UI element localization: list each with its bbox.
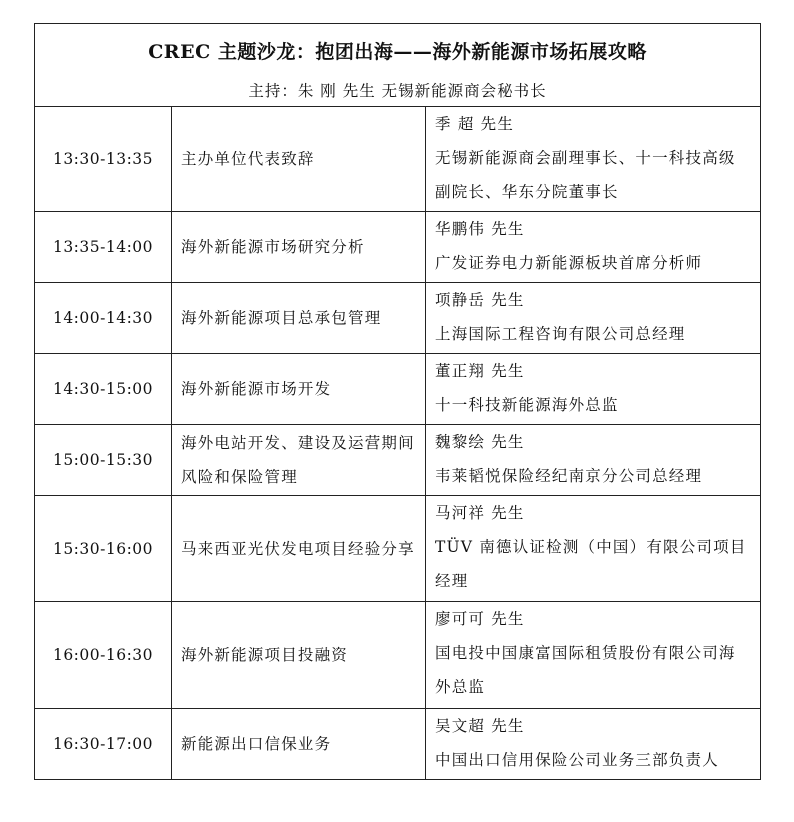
speaker-name: 华鹏伟 先生 <box>435 220 525 238</box>
time-cell: 14:30-15:00 <box>35 354 172 425</box>
speaker-name: 吴文超 先生 <box>435 717 525 735</box>
speaker-role: TÜV 南德认证检测（中国）有限公司项目经理 <box>435 538 747 590</box>
speaker-cell <box>426 354 761 425</box>
speaker-cell <box>426 425 761 496</box>
table-row <box>35 107 761 212</box>
table-row <box>35 602 761 709</box>
table-row <box>35 212 761 283</box>
table-row <box>35 496 761 602</box>
time-cell: 13:35-14:00 <box>35 212 172 283</box>
topic-cell: 马来西亚光伏发电项目经验分享 <box>172 496 426 602</box>
topic-cell: 海外新能源项目投融资 <box>172 602 426 709</box>
speaker-cell <box>426 602 761 709</box>
table-row <box>35 283 761 354</box>
topic-cell: 海外新能源市场开发 <box>172 354 426 425</box>
header-row <box>35 24 761 107</box>
time-cell: 15:00-15:30 <box>35 425 172 496</box>
speaker-name: 季 超 先生 <box>435 115 515 133</box>
time-cell: 14:00-14:30 <box>35 283 172 354</box>
agenda-table <box>34 23 761 780</box>
speaker-role: 韦莱韬悦保险经纪南京分公司总经理 <box>435 467 703 485</box>
speaker-role: 中国出口信用保险公司业务三部负责人 <box>435 751 719 769</box>
table-row <box>35 354 761 425</box>
speaker-name: 魏黎绘 先生 <box>435 433 525 451</box>
speaker-name: 董正翔 先生 <box>435 362 525 380</box>
speaker-role: 国电投中国康富国际租赁股份有限公司海外总监 <box>435 644 736 696</box>
topic-cell: 海外新能源项目总承包管理 <box>172 283 426 354</box>
speaker-role: 广发证券电力新能源板块首席分析师 <box>435 254 703 272</box>
speaker-cell <box>426 496 761 602</box>
speaker-role: 十一科技新能源海外总监 <box>435 396 619 414</box>
speaker-role: 上海国际工程咨询有限公司总经理 <box>435 325 686 343</box>
time-cell: 16:00-16:30 <box>35 602 172 709</box>
header-cell <box>35 24 761 107</box>
host-line: 主持：朱 刚 先生 无锡新能源商会秘书长 <box>248 82 547 100</box>
time-cell: 16:30-17:00 <box>35 709 172 780</box>
time-cell: 15:30-16:00 <box>35 496 172 602</box>
speaker-cell <box>426 212 761 283</box>
topic-cell: 新能源出口信保业务 <box>172 709 426 780</box>
speaker-role: 无锡新能源商会副理事长、十一科技高级副院长、华东分院董事长 <box>435 149 736 201</box>
table-row <box>35 709 761 780</box>
topic-cell: 主办单位代表致辞 <box>172 107 426 212</box>
speaker-name: 廖可可 先生 <box>435 610 525 628</box>
speaker-cell <box>426 107 761 212</box>
speaker-cell <box>426 709 761 780</box>
table-row <box>35 425 761 496</box>
agenda-title: CREC 主题沙龙：抱团出海——海外新能源市场拓展攻略 <box>148 41 647 63</box>
speaker-cell <box>426 283 761 354</box>
speaker-name: 项静岳 先生 <box>435 291 525 309</box>
speaker-name: 马河祥 先生 <box>435 504 525 522</box>
topic-cell: 海外新能源市场研究分析 <box>172 212 426 283</box>
topic-cell: 海外电站开发、建设及运营期间风险和保险管理 <box>172 425 426 496</box>
time-cell: 13:30-13:35 <box>35 107 172 212</box>
